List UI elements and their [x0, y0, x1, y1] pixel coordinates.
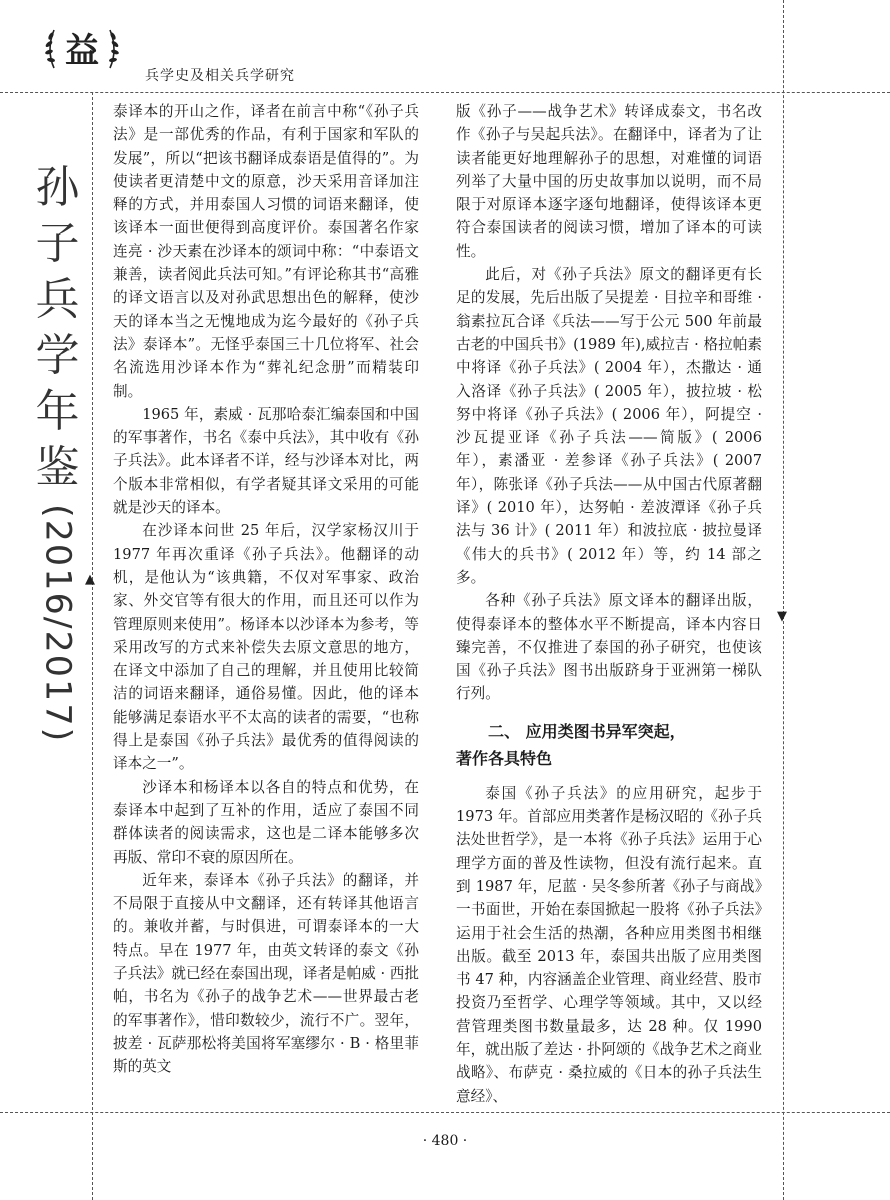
sidebar-title-char: 孙 [35, 162, 80, 213]
down-triangle-icon: ▼ [777, 609, 787, 624]
sidebar-title-char: 年 [35, 386, 80, 437]
paragraph: 在沙译本问世 25 年后，汉学家杨汉川于 1977 年再次重译《孙子兵法》。他翻译的动机，是他认为“该典籍，不仅对军事家、政治家、外交官等有很大的作用，而且还可以作为管理原则来使用”。杨译本以沙译本为参考，等采用改写的方式来补偿失去原文意思的地方，在译文中添加了自己的理解，并且使用比较简洁的词语来翻译，通俗易懂。因此，他的译本能够满足泰语水平不太高的读者的需要，“也称得上是泰国《孙子兵法》最优秀的值得阅读的译本之一”。 [113, 522, 419, 773]
page-number: · 480 · [422, 1133, 468, 1149]
paragraph: 泰译本的开山之作，译者在前言中称“《孙子兵法》是一部优秀的作品，有利于国家和军队的发展”，所以“把该书翻译成泰语是值得的”。为使读者更清楚中文的原意，沙天采用音译加注释的方式，并用泰国人习惯的词语来翻译，使该译本一面世便得到高度评价。泰国著名作家连亮 · 沙天素在沙译本的颂词中称：“中泰语文兼善，读者阅此兵法可知。”有评论称其书“高雅的译文语言以及对孙武思想出色的解释，使沙天的译本当之无愧地成为迄今最好的《孙子兵法》泰译本”。无怪乎泰国三十几位将军、社会名流选用沙译本作为“葬礼纪念册”而精装印制。 [113, 103, 419, 400]
section-heading [456, 718, 762, 772]
sidebar-title-char: 鉴 [35, 442, 80, 493]
paragraph: 各种《孙子兵法》原文译本的翻译出版，使得泰译本的整体水平不断提高，译本内容日臻完善，不仅推进了泰国的孙子研究，也使该国《孙子兵法》图书出版跻身于亚洲第一梯队行列。 [456, 592, 762, 703]
paragraph: 版《孙子——战争艺术》转译成泰文，书名改作《孙子与吴起兵法》。在翻译中，译者为了让读者能更好地理解孙子的思想，对难懂的词语列举了大量中国的历史故事加以说明，而不局限于对原译本逐字逐句地翻译，使得该译本更符合泰国读者的阅读习惯，增加了译本的可读性。 [456, 103, 762, 260]
right-column [456, 100, 762, 1108]
footer-rule [0, 1112, 890, 1113]
left-margin-rule [92, 92, 93, 1200]
laurel-logo-icon [40, 18, 124, 78]
sidebar-title-char: 学 [35, 330, 80, 381]
right-margin-rule [783, 0, 784, 1200]
section-heading-line1: 二、 应用类图书异军突起， [488, 721, 686, 741]
sidebar-year: (2016/2017) [37, 504, 78, 744]
logo-glyph: 益 [65, 31, 99, 71]
running-head: 兵学史及相关兵学研究 [145, 68, 295, 84]
section-heading-line2: 著作各具特色 [456, 748, 553, 768]
paragraph: 泰国《孙子兵法》的应用研究，起步于 1973 年。首部应用类著作是杨汉昭的《孙子兵法处世哲学》，是一本将《孙子兵法》运用于心理学方面的普及性读物，但没有流行起来。直到 1987 年，尼蓝 · 吴冬参所著《孙子与商战》一书面世，开始在泰国掀起一股将《孙子兵法》运用于社会生活的热潮，各种应用类图书相继出版。截至 2013 年，泰国共出版了应用类图书 47 种，内容涵盖企业管理、商业经营、股市投资乃至哲学、心理学等领域。其中，又以经营管理类图书数量最多，达 28 种。仅 1990 年，就出版了差达 · 扑阿颂的《战争艺术之商业战略》、布萨克 · 桑拉威的《日本的孙子兵法生意经》、 [456, 784, 762, 1105]
paragraph: 此后，对《孙子兵法》原文的翻译更有长足的发展，先后出版了吴提差 · 目拉辛和哥维 · 翁素拉瓦合译《兵法——写于公元 500 年前最古老的中国兵书》(1989 年),威拉吉 · 格拉帕素中将译《孙子兵法》( 2004 年），杰撒达 · 通入洛译《孙子兵法》( 2005 年），披拉坡 · 松努中将译《孙子兵法》( 2006 年），阿提空 · 沙瓦提亚译《孙子兵法——简版》( 2006 年），素潘亚 · 差参译《孙子兵法》( 2007 年），陈张译《孙子兵法——从中国古代原著翻译》( 2010 年），达努帕 · 差波潭译《孙子兵法与 36 计》( 2011 年）和波拉底 · 披拉曼译《伟大的兵书》( 2012 年）等，约 14 部之多。 [456, 266, 762, 586]
paragraph: 沙译本和杨译本以各自的特点和优势，在泰译本中起到了互补的作用，适应了泰国不同群体读者的阅读需求，这也是二译本能够多次再版、常印不衰的原因所在。 [113, 778, 419, 866]
paragraph: 近年来，泰译本《孙子兵法》的翻译，并不局限于直接从中文翻译，还有转译其他语言的。兼收并蓄，与时俱进，可谓泰译本的一大特点。早在 1977 年，由英文转译的泰文《孙子兵法》就已经在泰国出现，译者是帕威 · 西批帕，书名为《孙子的战争艺术——世界最古老的军事著作》，惜印数较少，流行不广。翌年，披差 · 瓦萨那松将美国将军塞缪尔 · B · 格里菲斯的英文 [113, 871, 419, 1076]
up-triangle-icon: ▲ [85, 572, 95, 587]
sidebar-title-char: 兵 [35, 274, 80, 325]
sidebar-title [30, 160, 85, 743]
left-column [113, 100, 419, 1078]
sidebar-title-char: 子 [35, 218, 80, 269]
header-rule [0, 92, 890, 93]
paragraph: 1965 年，素威 · 瓦那哈泰汇编泰国和中国的军事著作，书名《泰中兵法》，其中收有《孙子兵法》。此本译者不详，经与沙译本对比，两个版本非常相似，有学者疑其译文采用的可能就是沙天的译本。 [113, 405, 419, 517]
